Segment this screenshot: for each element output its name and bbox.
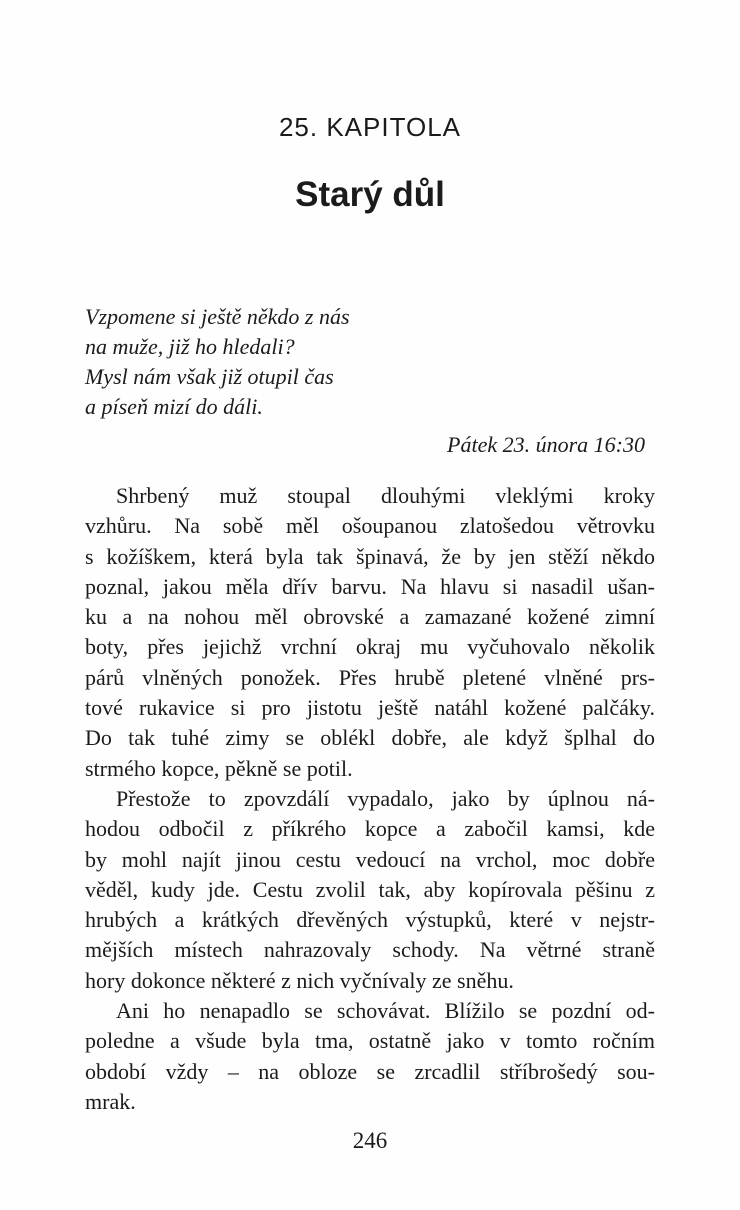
text-line: věděl, kudy jde. Cestu zvolil tak, aby kopírovala pěšinu z	[85, 876, 655, 902]
text-line: Do tak tuhé zimy se oblékl dobře, ale když šplhal do	[85, 725, 655, 751]
epigraph-verse	[85, 302, 655, 422]
text-line: ku a na nohou měl obrovské a zamazané kožené zimní	[85, 604, 655, 630]
paragraph	[85, 784, 655, 996]
text-line: mějších místech nahrazovaly schody. Na větrné straně	[85, 937, 655, 963]
text-line: mrak.	[85, 1088, 136, 1114]
text-line: Ani ho nenapadlo se schovávat. Blížilo se pozdní od-	[116, 998, 655, 1024]
verse-line: Mysl nám však již otupil čas	[85, 364, 334, 389]
verse-line: na muže, již ho hledali?	[85, 334, 295, 359]
chapter-title: Starý důl	[295, 175, 445, 214]
text-line: by mohl najít jinou cestu vedoucí na vrchol, moc dobře	[85, 846, 655, 872]
text-line: s kožíškem, která byla tak špinavá, že by jen stěží někdo	[85, 543, 655, 569]
text-line: strmého kopce, pěkně se potil.	[85, 755, 353, 781]
verse-line: a píseň mizí do dáli.	[85, 394, 263, 419]
text-line: párů vlněných ponožek. Přes hrubě pletené vlněné prs-	[85, 664, 655, 690]
text-line: Přestože to zpovzdálí vypadalo, jako by úplnou ná-	[116, 785, 655, 811]
text-line: tové rukavice si pro jistotu ještě natáhl kožené palčáky.	[85, 695, 655, 721]
text-line: období vždy – na obloze se zrcadlil stříbrošedý sou-	[85, 1058, 655, 1084]
text-line: vzhůru. Na sobě měl ošoupanou zlatošedou větrovku	[85, 513, 655, 539]
text-line: hory dokonce některé z nich vyčnívaly ze sněhu.	[85, 967, 514, 993]
page-number: 246	[352, 1128, 388, 1153]
text-line: hrubých a krátkých dřevěných výstupků, které v nejstr-	[85, 907, 655, 933]
text-column	[85, 302, 655, 1117]
text-line: poznal, jakou měla dřív barvu. Na hlavu si nasadil ušan-	[85, 573, 655, 599]
paragraph	[85, 481, 655, 784]
chapter-heading: 25. KAPITOLA	[278, 112, 462, 142]
text-line: boty, přes jejichž vrchní okraj mu vyčuhovalo několik	[85, 634, 655, 660]
text-line: poledne a všude byla tma, ostatně jako v tomto ročním	[85, 1028, 655, 1054]
verse-line: Vzpomene si ještě někdo z nás	[85, 304, 350, 329]
dateline: Pátek 23. února 16:30	[447, 432, 645, 457]
text-line: Shrbený muž stoupal dlouhými vleklými kroky	[116, 483, 655, 508]
paragraph	[85, 996, 655, 1117]
text-line: hodou odbočil z příkrého kopce a zabočil kamsi, kde	[85, 816, 655, 842]
body-text	[85, 481, 655, 1117]
